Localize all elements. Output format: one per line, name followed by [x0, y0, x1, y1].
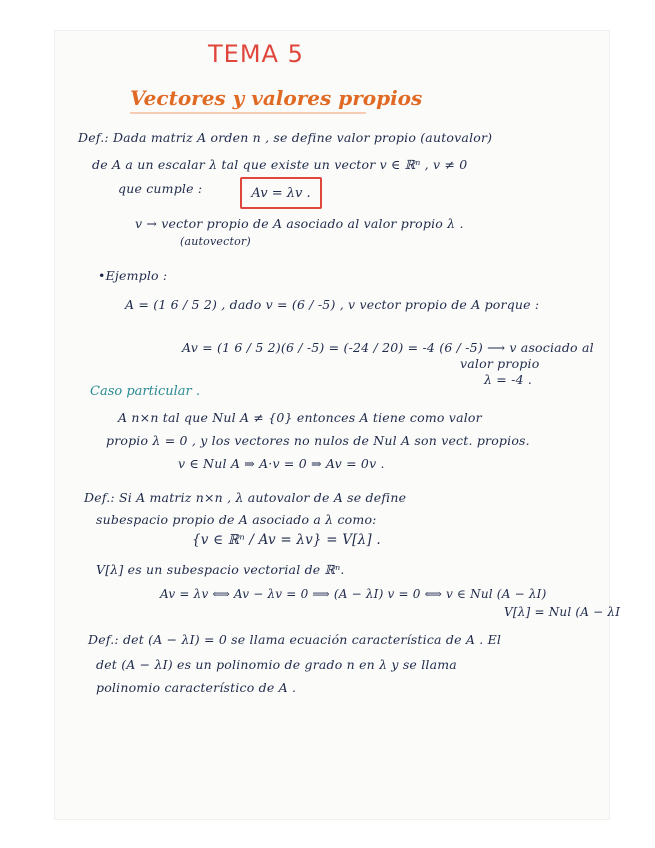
- def1-line-4: v → vector propio de A asociado al valor propio λ .: [135, 216, 464, 231]
- def3-line-1: Def.: det (A − λI) = 0 se llama ecuación característica de A . El: [88, 632, 502, 647]
- vspace-line-3: V[λ] = Nul (A − λI: [504, 605, 621, 619]
- example-line-3: valor propio: [460, 356, 540, 371]
- eigen-equation-box: Av = λv .: [240, 177, 322, 209]
- def3-line-2: det (A − λI) es un polinomio de grado n en λ y se llama: [96, 657, 457, 672]
- def2-line-3: {v ∈ ℝⁿ / Av = λv} = V[λ] .: [192, 532, 381, 548]
- def2-line-1: Def.: Si A matriz n×n , λ autovalor de A se define: [84, 490, 407, 505]
- page-title: TEMA 5: [208, 40, 304, 68]
- caso-particular-heading: Caso particular .: [90, 384, 201, 399]
- caso-line-2: propio λ = 0 , y los vectores no nulos de Nul A son vect. propios.: [106, 433, 530, 448]
- subtitle-underline: [130, 112, 366, 114]
- vspace-line-1: V[λ] es un subespacio vectorial de ℝⁿ.: [96, 562, 345, 577]
- def3-line-3: polinomio característico de A .: [96, 680, 297, 695]
- def1-line-1: Def.: Dada matriz A orden n , se define valor propio (autovalor): [78, 130, 493, 145]
- def1-line-3: que cumple :: [118, 181, 203, 196]
- example-label: •Ejemplo :: [98, 268, 168, 283]
- def2-line-2: subespacio propio de A asociado a λ como:: [96, 512, 377, 527]
- paper-sheet: [54, 30, 610, 820]
- def1-line-5: (autovector): [180, 235, 251, 248]
- vspace-line-2: Av = λv ⟺ Av − λv = 0 ⟹ (A − λI) v = 0 ⟺ v ∈ Nul (A − λI): [160, 587, 547, 601]
- caso-line-1: A n×n tal que Nul A ≠ {0} entonces A tiene como valor: [118, 410, 482, 425]
- caso-line-3: v ∈ Nul A ⇒ A·v = 0 ⇒ Av = 0v .: [178, 456, 385, 471]
- section-subtitle: Vectores y valores propios: [130, 86, 423, 110]
- def1-line-2: de A a un escalar λ tal que existe un vector v ∈ ℝⁿ , v ≠ 0: [92, 157, 468, 172]
- example-line-1: A = (1 6 / 5 2) , dado v = (6 / -5) , v vector propio de A porque :: [125, 297, 540, 312]
- example-line-2: Av = (1 6 / 5 2)(6 / -5) = (-24 / 20) = -4 (6 / -5) ⟶ v asociado al: [182, 340, 594, 355]
- example-line-4: λ = -4 .: [484, 372, 533, 387]
